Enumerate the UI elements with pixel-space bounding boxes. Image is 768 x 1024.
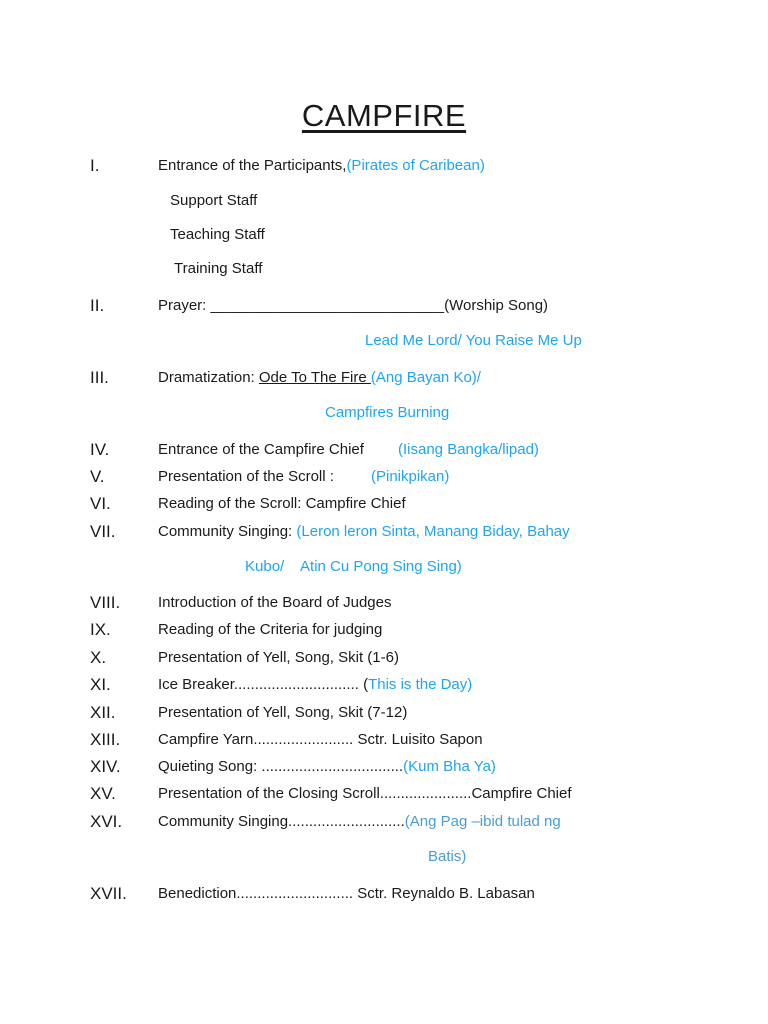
item-text: Quieting Song: .................................. (158, 758, 404, 775)
program-item: Presentation of Yell, Song, Skit (7-12) (158, 704, 408, 721)
document-title: CAMPFIRE (301, 98, 467, 133)
item-text: Community Singing............................ (158, 813, 405, 830)
item-number: X. (90, 648, 107, 667)
staff-item: Support Staff (170, 192, 258, 209)
program-item: Campfire Yarn........................ Sctr. Luisito Sapon (158, 731, 483, 748)
program-item: Benediction............................ Sctr. Reynaldo B. Labasan (158, 885, 535, 902)
program-item (158, 757, 496, 777)
item-number: XV. (90, 784, 116, 803)
item-number: VII. (90, 522, 116, 541)
program-item: Entrance of the Campfire Chief (158, 441, 364, 458)
item-number: I. (90, 156, 100, 175)
item-number: XIII. (90, 730, 121, 749)
song-title: (Iisang Bangka/lipad) (398, 441, 539, 458)
program-item: Introduction of the Board of Judges (158, 594, 392, 611)
program-item: Presentation of the Closing Scroll......................Campfire Chief (158, 785, 572, 802)
item-number: XII. (90, 703, 116, 722)
song-title: (Pirates of Caribean) (346, 157, 485, 174)
item-number: VIII. (90, 593, 121, 612)
song-title: (Leron leron Sinta, Manang Biday, Bahay (296, 523, 570, 540)
program-item (158, 522, 570, 542)
staff-item: Training Staff (174, 260, 263, 277)
item-text: Community Singing: (158, 523, 297, 540)
song-title: (Ang Pag –ibid tulad ng (404, 813, 561, 830)
program-item: Presentation of the Scroll : (158, 468, 334, 485)
program-item (158, 156, 485, 176)
program-item (158, 368, 481, 388)
item-number: XVII. (90, 884, 127, 903)
item-number: VI. (90, 494, 111, 513)
song-title-continued: Campfires Burning (325, 404, 450, 421)
song-title-continued: Kubo/ Atin Cu Pong Sing Sing) (245, 558, 462, 575)
item-number: IV. (90, 440, 110, 459)
song-title: (Ang Bayan Ko)/ (370, 369, 481, 386)
program-item (158, 675, 472, 695)
item-number: XIV. (90, 757, 121, 776)
song-title-continued: Lead Me Lord/ You Raise Me Up (365, 332, 582, 349)
play-title: Ode To The Fire (258, 369, 371, 386)
item-number: XVI. (90, 812, 123, 831)
program-item: Presentation of Yell, Song, Skit (1-6) (158, 649, 399, 666)
item-text: Dramatization: (158, 369, 259, 386)
program-item: Reading of the Scroll: Campfire Chief (158, 495, 406, 512)
program-item: Reading of the Criteria for judging (158, 621, 383, 638)
staff-item: Teaching Staff (170, 226, 265, 243)
item-number: XI. (90, 675, 111, 694)
song-title: (Pinikpikan) (371, 468, 450, 485)
song-title-continued: Batis) (428, 848, 467, 865)
program-item (158, 812, 561, 832)
item-number: III. (90, 368, 109, 387)
item-number: V. (90, 467, 105, 486)
item-text: Entrance of the Participants, (158, 157, 347, 174)
song-title: (Kum Bha Ya) (403, 758, 496, 775)
item-text: Ice Breaker.............................. ( (158, 676, 369, 693)
program-item: Prayer: ____________________________(Worship Song) (158, 297, 549, 314)
song-title: This is the Day) (368, 676, 473, 693)
item-number: II. (90, 296, 105, 315)
item-number: IX. (90, 620, 111, 639)
